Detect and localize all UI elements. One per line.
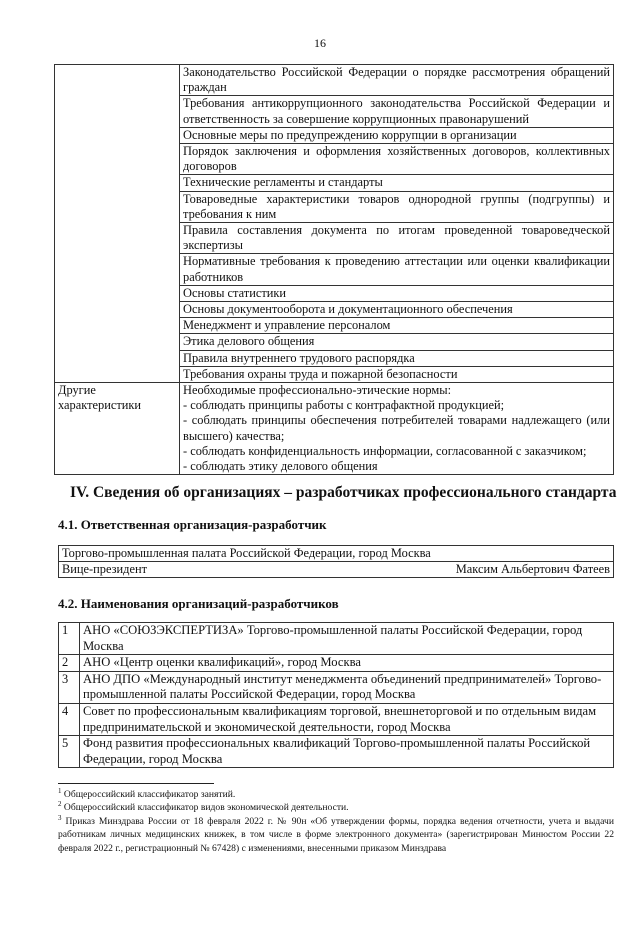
footnote-text: Общероссийский классификатор видов экономической деятельности. [63,802,349,814]
requirement-item: Менеджмент и управление персоналом [180,318,614,334]
table-row [59,655,614,672]
table-row [55,65,614,96]
requirement-item: Технические регламенты и стандарты [180,175,614,191]
subsection-title-developers: 4.2. Наименования организаций-разработчиков [58,596,339,611]
table-row [59,671,614,703]
empty-label-cell [55,65,180,383]
table-row [59,623,614,655]
table-row [59,703,614,735]
signatory-name: Максим Альбертович Фатеев [455,562,610,577]
org-name: АНО ДПО «Международный институт менеджмента объединений предпринимателей» Торгово-промышленной палаты Российской Федерации, город Москва [80,671,614,703]
requirement-item: Основы статистики [180,285,614,301]
ethics-line: - соблюдать принципы обеспечения потребителей товарами надлежащего (или высшего) качества; [183,413,610,443]
requirement-item: Основные меры по предупреждению коррупции в организации [180,127,614,143]
footnote-mark: 2 [58,800,62,809]
footnote [58,788,614,801]
ethics-line: - соблюдать принципы работы с контрафактной продукцией; [183,398,505,413]
responsible-org-name: Торгово-промышленная палата Российской Федерации, город Москва [59,546,614,562]
org-number: 3 [59,671,80,703]
ethics-line: Необходимые профессионально-этические нормы: [183,383,452,398]
table-row [55,383,614,475]
footnote [58,815,614,855]
footnotes [58,788,614,855]
signatory-cell [59,562,614,578]
developer-orgs-table [58,622,614,768]
requirement-item: Основы документооборота и документационного обеспечения [180,302,614,318]
table-row [59,546,614,562]
table-row [59,736,614,768]
org-number: 5 [59,736,80,768]
other-characteristics-text [180,383,614,475]
requirement-item: Товароведные характеристики товаров однородной группы (подгруппы) и требования к ним [180,191,614,222]
ethics-line: - соблюдать конфиденциальность информации, согласованной с заказчиком; [183,443,587,458]
requirement-item: Законодательство Российской Федерации о порядке рассмотрения обращений граждан [180,65,614,96]
footnote-separator [58,783,214,784]
signatory-position: Вице-президент [62,562,148,577]
other-characteristics-label [55,383,180,475]
footnote-text: Приказ Минздрава России от 18 февраля 2022 г. № 90н «Об утверждении формы, порядка ведения отчетности, учета и выдачи работникам личных медицинских книжек, в том числе в форме электронного документа» (зарегистрирован Минюстом России 22 февраля 2022 г., регистрационный № 67428) с изменениями, внесенными приказом Минздрава [58,815,614,854]
section-title: IV. Сведения об организациях – разработчиках профессионального стандарта [70,484,617,501]
requirement-item: Требования антикоррупционного законодательства Российской Федерации и ответственность за совершение коррупционных правонарушений [180,96,614,127]
requirement-item: Правила внутреннего трудового распорядка [180,350,614,366]
requirement-item: Нормативные требования к проведению аттестации или оценки квалификации работников [180,254,614,285]
requirement-item: Требования охраны труда и пожарной безопасности [180,366,614,382]
table-row [59,562,614,578]
org-name: Совет по профессиональным квалификациям торговой, внешнеторговой и по отдельным видам предпринимательской и экономической деятельности, город Москва [80,703,614,735]
page-number: 16 [314,36,326,50]
org-number: 4 [59,703,80,735]
org-number: 1 [59,623,80,655]
footnote-mark: 1 [58,786,62,795]
footnote-text: Общероссийский классификатор занятий. [63,789,236,800]
footnote [58,801,614,814]
requirement-item: Правила составления документа по итогам проведенной товароведческой экспертизы [180,223,614,254]
requirement-item: Этика делового общения [180,334,614,350]
ethics-line: - соблюдать этику делового общения [183,459,378,474]
other-label-line: характеристики [58,398,142,413]
requirement-item: Порядок заключения и оформления хозяйственных договоров, коллективных договоров [180,144,614,175]
other-label-line: Другие [58,383,96,398]
requirements-table [54,64,614,475]
org-number: 2 [59,655,80,672]
org-name: Фонд развития профессиональных квалификаций Торгово-промышленной палаты Российской Федерации, город Москва [80,736,614,768]
org-name: АНО «Центр оценки квалификаций», город Москва [80,655,614,672]
subsection-title-responsible: 4.1. Ответственная организация-разработчик [58,517,327,532]
footnote-mark: 3 [58,813,62,822]
org-name: АНО «СОЮЗЭКСПЕРТИЗА» Торгово-промышленной палаты Российской Федерации, город Москва [80,623,614,655]
responsible-org-table [58,545,614,578]
